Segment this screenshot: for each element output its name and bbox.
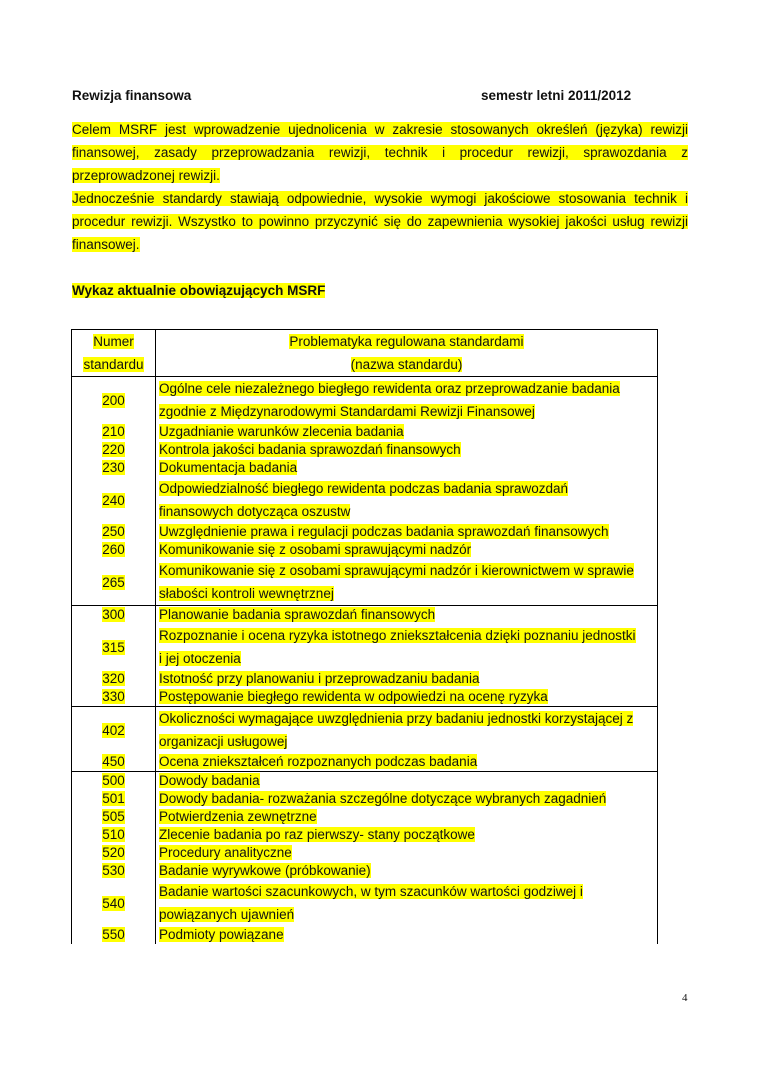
standard-number: 505 [72,808,156,826]
table-row [72,606,658,625]
table-row [72,541,658,559]
standard-name: Istotność przy planowaniu i przeprowadzaniu badania [156,670,658,688]
standards-group [72,772,658,945]
standards-group [72,377,658,606]
table-row [72,377,658,424]
standard-name: Procedury analityczne [156,844,658,862]
table-row [72,459,658,477]
standard-name: Badanie wyrywkowe (próbkowanie) [156,862,658,880]
standard-name: Kontrola jakości badania sprawozdań finansowych [156,441,658,459]
standard-number: 450 [72,753,156,772]
standard-name: Uzgadnianie warunków zlecenia badania [156,423,658,441]
table-row [72,523,658,541]
standard-number: 501 [72,790,156,808]
standard-name: Zlecenie badania po raz pierwszy- stany początkowe [156,826,658,844]
standard-number: 530 [72,862,156,880]
standard-name: Badanie wartości szacunkowych, w tym szacunków wartości godziwej i powiązanych ujawnień [156,880,658,926]
header-topic: Problematyka regulowana standardami (nazwa standardu) [156,330,658,377]
table-row [72,423,658,441]
standard-number: 520 [72,844,156,862]
table-row [72,880,658,926]
standard-number: 500 [72,772,156,791]
standard-name: Komunikowanie się z osobami sprawującymi nadzór i kierownictwem w sprawie słabości kontroli wewnętrznej [156,559,658,606]
table-row [72,753,658,772]
header-number: Numer standardu [72,330,156,377]
standard-name: Potwierdzenia zewnętrzne [156,808,658,826]
standard-number: 210 [72,423,156,441]
table-row [72,862,658,880]
standard-number: 315 [72,624,156,670]
table-row [72,688,658,707]
table-row [72,826,658,844]
intro-text [72,118,688,256]
standard-number: 510 [72,826,156,844]
standard-name: Dowody badania [156,772,658,791]
table-row [72,441,658,459]
document-title: Rewizja finansowa [72,88,192,103]
standard-number: 200 [72,377,156,424]
standard-name: Odpowiedzialność biegłego rewidenta podczas badania sprawozdań finansowych dotycząca oszustw [156,477,658,523]
table-row [72,790,658,808]
standard-number: 300 [72,606,156,625]
standard-name: Dokumentacja badania [156,459,658,477]
table-row [72,926,658,944]
standard-number: 230 [72,459,156,477]
standard-name: Ogólne cele niezależnego biegłego rewidenta oraz przeprowadzanie badania zgodnie z Międzynarodowymi Standardami Rewizji Finansowej [156,377,658,424]
standard-number: 540 [72,880,156,926]
page-number: 4 [682,992,688,1004]
standard-name: Postępowanie biegłego rewidenta w odpowiedzi na ocenę ryzyka [156,688,658,707]
standard-name: Planowanie badania sprawozdań finansowych [156,606,658,625]
intro-paragraph-1: Celem MSRF jest wprowadzenie ujednolicenia w zakresie stosowanych określeń (języka) rewizji finansowej, zasady przeprowadzania rewizji, technik i procedur rewizji, sprawozdania z przeprowadzonej rewizji. [72,122,688,183]
standards-list-title: Wykaz aktualnie obowiązujących MSRF [72,283,326,298]
standard-number: 260 [72,541,156,559]
standard-number: 320 [72,670,156,688]
standard-number: 240 [72,477,156,523]
standard-number: 330 [72,688,156,707]
table-row [72,707,658,754]
standard-name: Komunikowanie się z osobami sprawującymi nadzór [156,541,658,559]
semester-label: semestr letni 2011/2012 [481,88,632,103]
intro-paragraph-2: Jednocześnie standardy stawiają odpowiednie, wysokie wymogi jakościowe stosowania technik i procedur rewizji. Wszystko to powinno przyczynić się do zapewnienia wysokiej jakości usług rewizji finansowej. [72,191,688,252]
standards-group [72,606,658,707]
table-row [72,477,658,523]
standard-name: Dowody badania- rozważania szczególne dotyczące wybranych zagadnień [156,790,658,808]
table-row [72,559,658,606]
table-row [72,624,658,670]
table-row [72,844,658,862]
standard-number: 550 [72,926,156,944]
standard-name: Rozpoznanie i ocena ryzyka istotnego zniekształcenia dzięki poznaniu jednostki i jej otoczenia [156,624,658,670]
standards-group [72,707,658,772]
standard-name: Uwzględnienie prawa i regulacji podczas badania sprawozdań finansowych [156,523,658,541]
standard-name: Ocena zniekształceń rozpoznanych podczas badania [156,753,658,772]
table-row [72,772,658,791]
table-row [72,670,658,688]
standard-number: 402 [72,707,156,754]
table-header-row [72,330,658,377]
standards-table [71,329,658,944]
standard-number: 220 [72,441,156,459]
table-row [72,808,658,826]
standard-number: 250 [72,523,156,541]
standard-name: Okoliczności wymagające uwzględnienia przy badaniu jednostki korzystającej z organizacji usługowej [156,707,658,754]
standard-name: Podmioty powiązane [156,926,658,944]
standard-number: 265 [72,559,156,606]
